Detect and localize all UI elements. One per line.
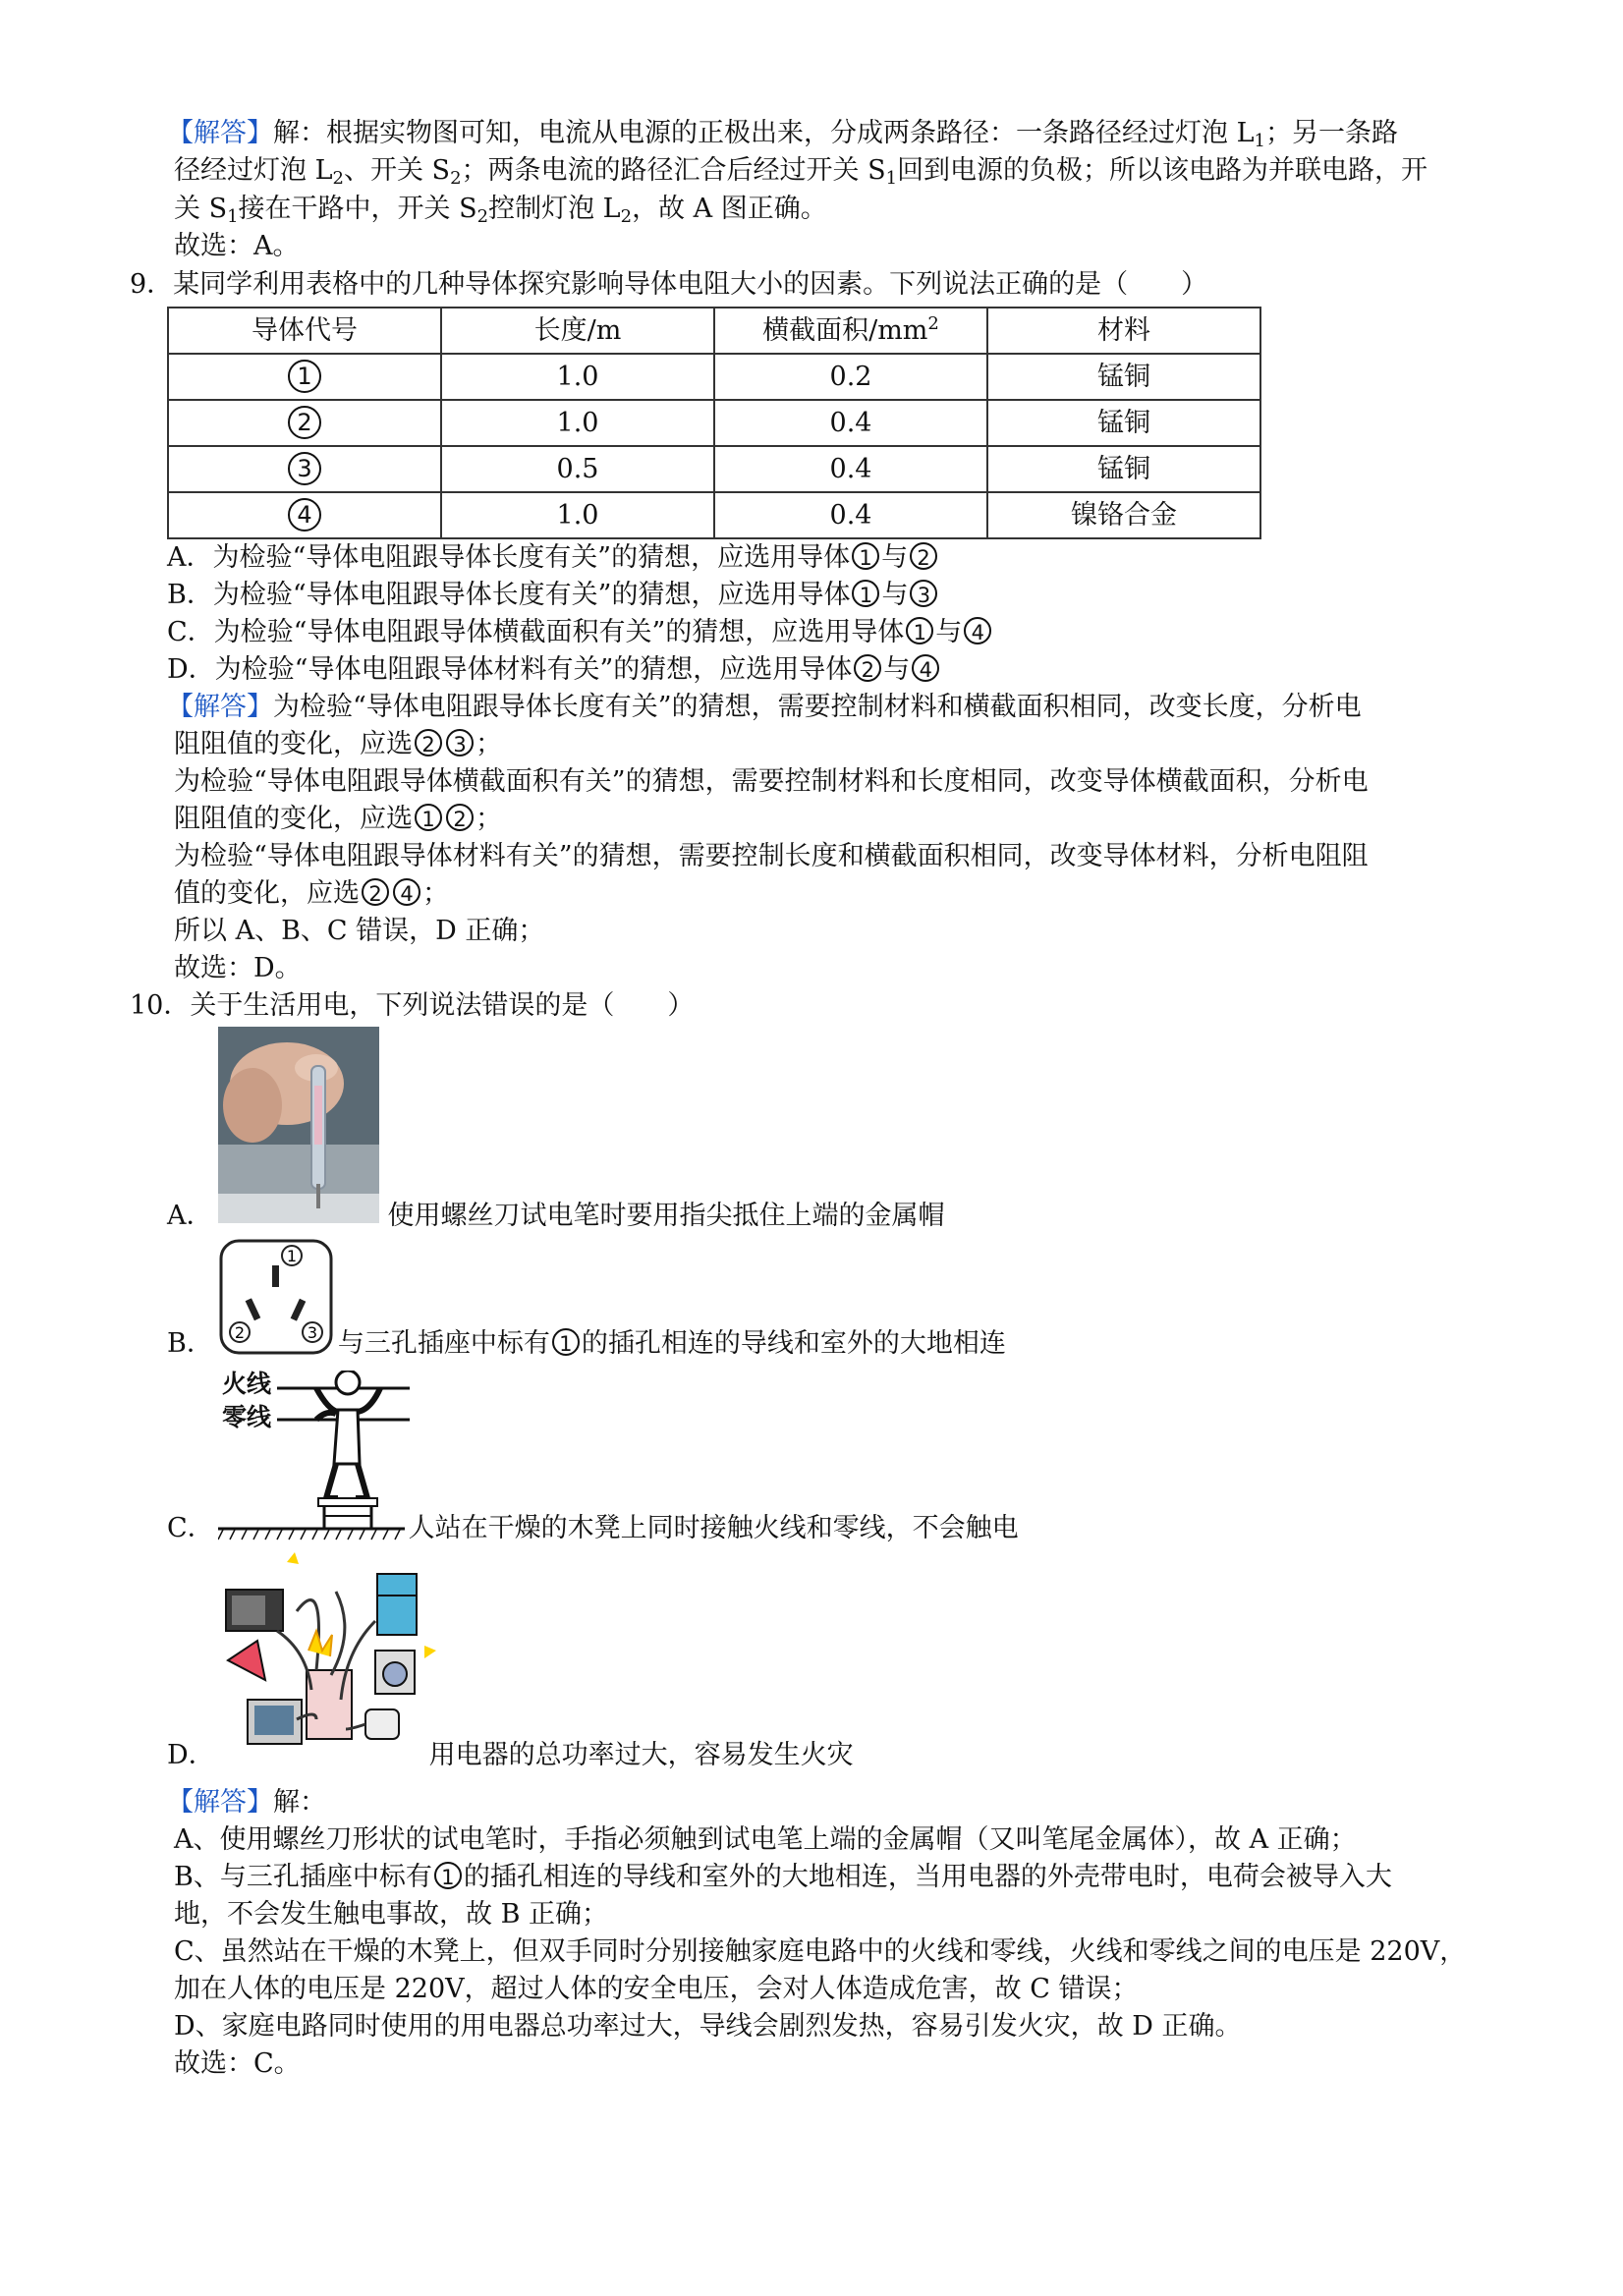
table-cell: 3 [168, 446, 441, 492]
table-cell: 0.4 [714, 400, 987, 446]
q9-option-c: C．为检验“导体电阻跟导体横截面积有关”的猜想，应选用导体 1 与 4 [167, 614, 993, 651]
table-cell: 1.0 [441, 492, 714, 538]
table-header-cell: 材料 [987, 308, 1260, 354]
q10-answer-intro: 【解答】解： [167, 1787, 326, 1818]
q9-answer-line-2: 阻阻值的变化，应选 2 3 ； [174, 729, 502, 759]
q9-answer-summary: 所以 A、B、C 错误，D 正确； [174, 916, 545, 946]
q10-option-c: C． 人站在干燥的木凳上同时接触火线和零线，不会触电 [167, 1513, 1019, 1543]
q10-answer-c-2: 加在人体的电压是 220V，超过人体的安全电压，会对人体造成危害，故 C 错误； [174, 1974, 1139, 2004]
table-row [168, 492, 1260, 538]
q10-answer-a: A、使用螺丝刀形状的试电笔时，手指必须触到试电笔上端的金属帽（又叫笔尾金属体），故 A 正确； [174, 1824, 1357, 1855]
table-header-row [168, 308, 1260, 354]
q9-option-b: B．为检验“导体电阻跟导体长度有关”的猜想，应选用导体 1 与 3 [167, 577, 939, 614]
socket-label-2: 2 [234, 1323, 246, 1342]
q10-stem: 10．关于生活用电，下列说法错误的是（ ） [130, 990, 695, 1021]
q10-answer-b-2: 地，不会发生触电事故，故 B 正确； [174, 1899, 609, 1930]
q10-answer-c-1: C、虽然站在干燥的木凳上，但双手同时分别接触家庭电路中的火线和零线，火线和零线之间的电压是 220V， [174, 1936, 1467, 1967]
table-cell: 0.2 [714, 354, 987, 400]
q10-option-a: A． 使用螺丝刀试电笔时要用指尖抵住上端的金属帽 [167, 1201, 945, 1231]
q10-answer-d: D、家庭电路同时使用的用电器总功率过大，导线会剧烈发热，容易引发火灾，故 D 正确。 [174, 2011, 1242, 2042]
table-cell: 1.0 [441, 400, 714, 446]
table-cell: 1 [168, 354, 441, 400]
prev-answer-line-2: 径经过灯泡 $L_2$、开关 $S_2$；两条电流的路径汇合后经过开关 $S_1$回到电源的负极；所以该电路为并联电路，开 [174, 155, 1428, 189]
table-row [168, 400, 1260, 446]
q9-answer-line-3: 为检验“导体电阻跟导体横截面积有关”的猜想，需要控制材料和长度相同，改变导体横截面积，分析电 [174, 766, 1369, 797]
table-cell: 镍铬合金 [987, 492, 1260, 538]
q10-answer-b-1: B、与三孔插座中标有 1 的插孔相连的导线和室外的大地相连，当用电器的外壳带电时，电荷会被导入大 [174, 1862, 1392, 1892]
q9-answer-line-4: 阻阻值的变化，应选 1 2 ； [174, 804, 502, 834]
live-wire-label: 火线 [222, 1370, 272, 1398]
socket-label-3: 3 [307, 1323, 318, 1342]
table-cell: 0.4 [714, 446, 987, 492]
prev-answer-conclusion: 故选：A。 [174, 231, 300, 261]
q9-answer-line-6: 值的变化，应选 2 4 ； [174, 878, 449, 909]
table-cell: 0.5 [441, 446, 714, 492]
q10-option-d: D． 用电器的总功率过大，容易发生火灾 [167, 1740, 854, 1770]
table-row [168, 354, 1260, 400]
table-cell: 锰铜 [987, 400, 1260, 446]
answer-tag: 【解答】 [167, 1787, 273, 1818]
table-cell: 锰铜 [987, 354, 1260, 400]
prev-answer-line-3: 关 $S_1$接在干路中，开关 $S_2$控制灯泡 $L_2$，故 A 图正确。 [174, 194, 827, 227]
q10-answer-conclusion: 故选：C。 [174, 2048, 301, 2079]
answer-tag: 【解答】 [167, 692, 273, 722]
q9-stem: 9．某同学利用表格中的几种导体探究影响导体电阻大小的因素。下列说法正确的是（ ） [130, 269, 1208, 300]
table-cell: 4 [168, 492, 441, 538]
conductor-table [167, 307, 1261, 539]
table-header-cell: 横截面积$/mm^2$ [714, 308, 987, 354]
q9-answer-line-5: 为检验“导体电阻跟导体材料有关”的猜想，需要控制长度和横截面积相同，改变导体材料，分析电阻阻 [174, 841, 1369, 871]
answer-tag: 【解答】 [167, 118, 273, 148]
table-cell: 锰铜 [987, 446, 1260, 492]
table-header-cell: 长度/m [441, 308, 714, 354]
table-header-cell: 导体代号 [168, 308, 441, 354]
table-row [168, 446, 1260, 492]
table-cell: 1.0 [441, 354, 714, 400]
q9-answer-conclusion: 故选：D。 [174, 953, 302, 983]
neutral-wire-label: 零线 [222, 1403, 272, 1431]
q9-option-d: D．为检验“导体电阻跟导体材料有关”的猜想，应选用导体 2 与 4 [167, 651, 941, 689]
test-pen-photo [218, 1027, 379, 1223]
socket-label-1: 1 [286, 1247, 298, 1265]
q10-option-b: B． 与三孔插座中标有 1 的插孔相连的导线和室外的大地相连 [167, 1328, 1006, 1359]
table-cell: 2 [168, 400, 441, 446]
q9-answer-line-1: 【解答】为检验“导体电阻跟导体长度有关”的猜想，需要控制材料和横截面积相同，改变长度，分析电 [167, 692, 1362, 722]
table-cell: 0.4 [714, 492, 987, 538]
q9-option-a: A．为检验“导体电阻跟导体长度有关”的猜想，应选用导体 1 与 2 [167, 539, 939, 577]
prev-answer-line-1: 【解答】解：根据实物图可知，电流从电源的正极出来，分成两条路径：一条路径经过灯泡 $L_1$；另一条路 [167, 118, 1398, 151]
